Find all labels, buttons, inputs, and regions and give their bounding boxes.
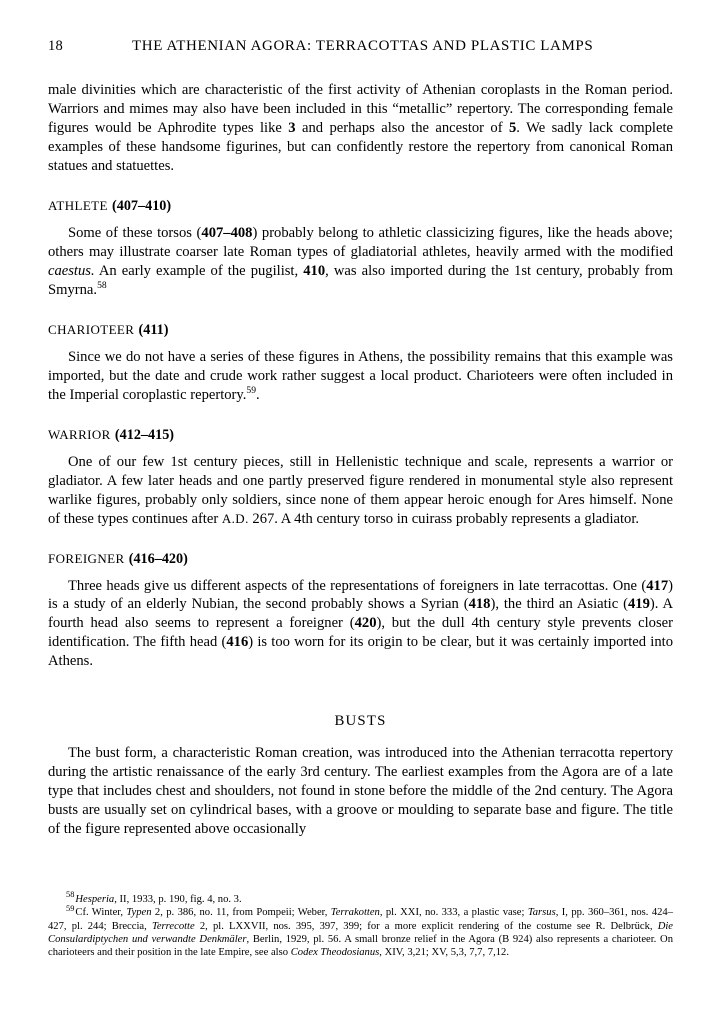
busts-heading: BUSTS — [334, 713, 387, 730]
section-charioteer — [48, 322, 673, 405]
opening-paragraph-block — [48, 81, 673, 176]
footnote-58: $^{58}$Hesperia, II, 1933, p. 190, fig. 4, no. 3. — [66, 890, 242, 905]
section-athlete — [48, 198, 673, 300]
section-heading-charioteer-label: CHARIOTEER — [48, 321, 135, 337]
section-heading-athlete — [48, 198, 673, 215]
page-content — [48, 38, 673, 839]
section-athlete-body: Some of these torsos (407–408) probably belong to athletic classicizing figures, like the heads above; others may illustrate coarser late Roman types of gladiatorial athletes, heavily armed with the modified caestus. An early example of the pugilist, 410, was also imported during the 1st century, probably from Smyrna.$^{58}$ — [48, 224, 674, 298]
section-heading-foreigner — [48, 551, 673, 568]
section-foreigner — [48, 551, 673, 672]
section-heading-athlete-label: ATHLETE — [48, 197, 108, 213]
busts-body: The bust form, a characteristic Roman creation, was introduced into the Athenian terracotta repertory during the artistic renaissance of the early 3rd century. The earliest examples from the Agora are of a late type that includes chest and shoulders, not found in stone before the middle of the 2nd century. The Agora busts are usually set on cylindrical bases, with a groove or moulding to separate base and figure. The title of the figure represented above occasionally — [48, 745, 673, 838]
section-heading-charioteer-numbers: (411) — [138, 321, 169, 338]
section-warrior — [48, 427, 673, 529]
opening-paragraph: male divinities which are characteristic of the first activity of Athenian coroplasts in the Roman period. Warriors and mimes may also have been included in this “metallic” repertory. The corresponding female figures would be Aphrodite types like 3 and perhaps also the ancestor of 5. We sadly lack complete examples of these handsome figurines, but can confidently restore the repertory from canonical Roman statues and statuettes. — [48, 82, 673, 174]
section-heading-warrior — [48, 427, 673, 444]
footnote-59-marker: 59 — [66, 903, 75, 913]
footnote-59: $^{59}$Cf. Winter, Typen 2, p. 386, no. 11, from Pompeii; Weber, Terrakotten, pl. XXI, no. 333, a plastic vase; Tarsus, I, pp. 360–361, nos. 424–427, pl. 244; Breccia, Terrecotte 2, pl. LXXVII, nos. 395, 397, 399; for a more explicit rendering of the costume see R. Delbrück, Die Consulardiptychen und verwandte Denkmäler, Berlin, 1929, pl. 56. A small bronze relief in the Agora (B 924) also represents a charioteer. On charioteers and their position in the late Empire, see also Codex Theodosianus, XIV, 3,21; XV, 5,3, 7,7, 7,12. — [48, 903, 674, 959]
section-heading-foreigner-label: FOREIGNER — [48, 550, 125, 566]
footnotes — [48, 890, 674, 960]
page-number: 18 — [48, 38, 63, 54]
section-heading-charioteer — [48, 322, 673, 339]
section-foreigner-body: Three heads give us different aspects of the representations of foreigners in late terracottas. One (417) is a study of an elderly Nubian, the second probably shows a Syrian (418), the third an Asiatic (419). A fourth head also seems to represent a foreigner (420), but the dull 4th century style prevents closer identification. The fifth head (416) is too worn for its origin to be clear, but it was certainly imported into Athens. — [48, 577, 674, 670]
section-heading-athlete-numbers: (407–410) — [112, 197, 172, 214]
page-header — [48, 38, 673, 55]
section-heading-foreigner-numbers: (416–420) — [128, 550, 188, 567]
section-warrior-body: One of our few 1st century pieces, still in Hellenistic technique and scale, represents a warrior or gladiator. A few later heads and one partly preserved figure rendered in monumental style also represent warlike figures, probably only soldiers, since none of them appear heroic enough for Ares himself. None of these types continues after A.D. 267. A 4th century torso in cuirass probably represents a gladiator. — [48, 453, 673, 527]
section-heading-warrior-numbers: (412–415) — [114, 426, 175, 443]
footnote-58-marker: 58 — [66, 890, 75, 900]
section-charioteer-body: Since we do not have a series of these figures in Athens, the possibility remains that this example was imported, but the date and crude work rather suggest a local product. Charioteers were often included in the Imperial coroplastic repertory.$^{59}$. — [48, 348, 673, 403]
section-heading-warrior-label: WARRIOR — [48, 426, 111, 442]
running-title: THE ATHENIAN AGORA: TERRACOTTAS AND PLASTIC LAMPS — [132, 38, 594, 54]
